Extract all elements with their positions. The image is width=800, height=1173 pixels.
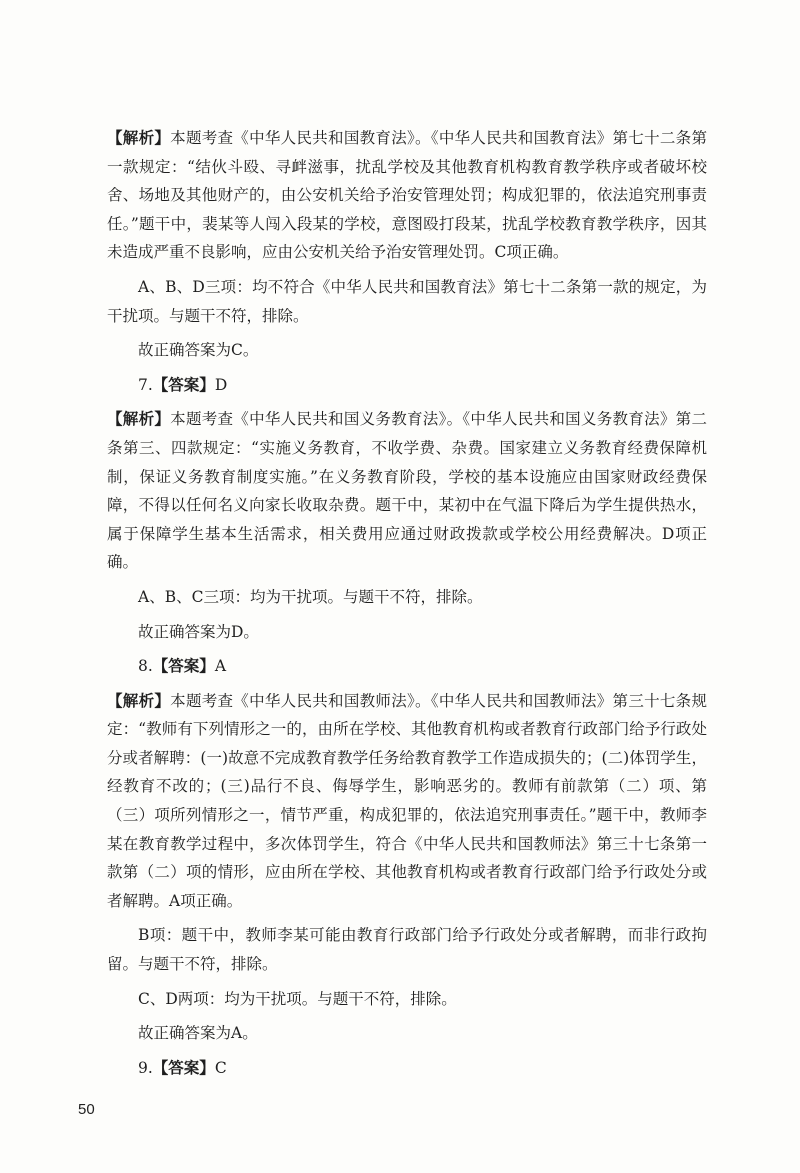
paragraph-text: 故正确答案为C。 — [138, 341, 259, 360]
question-number: 9. — [138, 1058, 153, 1077]
analysis-paragraph — [107, 124, 707, 267]
analysis-label: 【解析】 — [107, 129, 171, 147]
paragraph-text: C、D两项：均为干扰项。与题干不符，排除。 — [138, 989, 457, 1008]
paragraph-text: 故正确答案为D。 — [138, 622, 259, 641]
answer-label: 【答案】 — [152, 657, 215, 676]
conclusion-paragraph — [107, 336, 707, 365]
option-paragraph — [107, 273, 707, 330]
paragraph-text: 本题考查《中华人民共和国教师法》。《中华人民共和国教师法》第三十七条规定：“教师有下列情形之一的，由所在学校、其他教育机构或者教育行政部门给予行政处分或者解聘：(一)故意不完成教育教学任务给教育教学工作造成损失的；(二)体罚学生，经教育不改的；(三)品行不良、侮辱学生，影响恶劣的。教师有前款第（二）项、第（三）项所列情形之一，情节严重，构成犯罪的，依法追究刑事责任。”题干中，教师李某在教育教学过程中，多次体罚学生，符合《中华人民共和国教师法》第三十七条第一款第（二）项的情形，应由所在学校、其他教育机构或者教育行政部门给予行政处分或者解聘。A项正确。 — [107, 691, 707, 910]
answer-label: 【答案】 — [152, 375, 215, 394]
analysis-paragraph — [107, 687, 707, 916]
answer-line-7 — [107, 371, 707, 400]
page-number: 50 — [78, 1101, 95, 1118]
paragraph-text: 本题考查《中华人民共和国义务教育法》。《中华人民共和国义务教育法》第二条第三、四款规定：“实施义务教育，不收学费、杂费。国家建立义务教育经费保障机制，保证义务教育制度实施。”在义务教育阶段，学校的基本设施应由国家财政经费保障，不得以任何名义向家长收取杂费。题干中，某初中在气温下降后为学生提供热水，属于保障学生基本生活需求，相关费用应通过财政拨款或学校公用经费解决。D项正确。 — [107, 410, 707, 572]
analysis-paragraph — [107, 405, 707, 577]
conclusion-paragraph — [107, 1019, 707, 1048]
question-number: 7. — [138, 375, 153, 394]
option-paragraph — [107, 985, 707, 1014]
answer-value: A — [214, 657, 227, 676]
answer-line-9 — [107, 1054, 707, 1083]
analysis-label: 【解析】 — [107, 410, 171, 429]
analysis-label: 【解析】 — [107, 691, 171, 710]
paragraph-text: B项：题干中，教师李某可能由教育行政部门给予行政处分或者解聘，而非行政拘留。与题干不符，排除。 — [107, 926, 707, 974]
conclusion-paragraph — [107, 618, 707, 647]
option-paragraph — [107, 583, 707, 612]
option-paragraph — [107, 921, 707, 978]
answer-value: C — [214, 1058, 227, 1077]
paragraph-text: 本题考查《中华人民共和国教育法》。《中华人民共和国教育法》第七十二条第一款规定：“结伙斗殴、寻衅滋事，扰乱学校及其他教育机构教育教学秩序或者破坏校舍、场地及其他财产的，由公安机关给予治安管理处罚；构成犯罪的，依法追究刑事责任。”题干中，裴某等人闯入段某的学校，意图殴打段某，扰乱学校教育教学秩序，因其未造成严重不良影响，应由公安机关给予治安管理处罚。C项正确。 — [107, 129, 707, 262]
answer-value: D — [214, 375, 228, 394]
answer-line-8 — [107, 652, 707, 681]
paragraph-text: 故正确答案为A。 — [138, 1024, 258, 1043]
answer-label: 【答案】 — [152, 1058, 215, 1077]
document-body — [107, 124, 707, 1088]
question-number: 8. — [138, 657, 153, 676]
paragraph-text: A、B、D三项：均不符合《中华人民共和国教育法》第七十二条第一款的规定，为干扰项。与题干不符，排除。 — [107, 277, 707, 325]
paragraph-text: A、B、C三项：均为干扰项。与题干不符，排除。 — [138, 587, 483, 606]
